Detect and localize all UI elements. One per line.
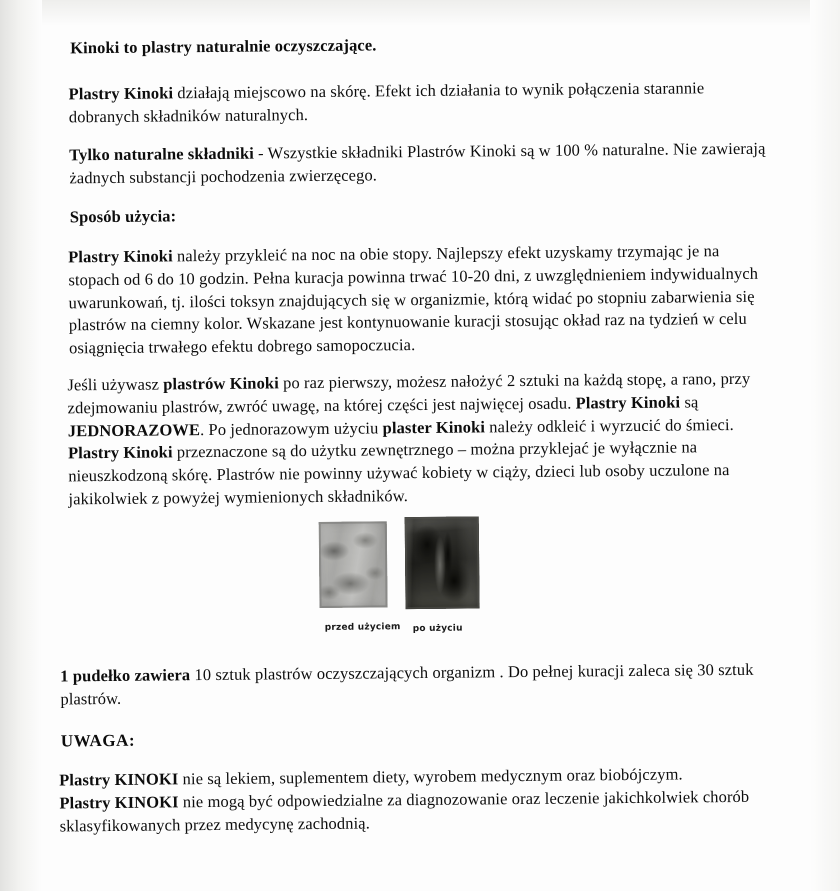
paragraph-usage-body: należy przykleić na noc na obie stopy. Najlepszy efekt uzyskamy trzymając je na stopach od 6 do 10 godzin. Pełna kuracja powinna trwać 10-20 dni, z uwzględnieniem indywidualnych uwarunkowań, tj. ilości toksyn znajdujących się w organizmie, którą widać po stopniu zabarwienia się plastrów na ciemny kolor. Wskazane jest kontynuowanie kuracji stosując okład raz na tydzień w celu osiągnięcia trwałego efektu dobrego samopoczucia.	[68, 241, 759, 358]
text-run-1: plastrów Kinoki	[163, 373, 279, 394]
text-run-2: po raz pierwszy, możesz nałożyć 2 sztuki na każdą stopę, a rano, przy zdejmowaniu plastrów, zwróć uwagę, na której części jest najwięcej osadu.	[67, 368, 751, 418]
text-run-10: przeznaczone są do użytku zewnętrznego – można przyklejać je wyłącznie na nieuszkodzoną skórę. Plastrów nie powinny używać kobiety w ciąży, dzieci lub osoby uczulone na jakikolwiek z powyżej wymienionych składników.	[68, 437, 730, 509]
paragraph-first-use	[67, 368, 770, 511]
paragraph-warning	[59, 763, 760, 838]
paragraph-natural-lead: Tylko naturalne składniki	[69, 143, 254, 165]
photo-patch-after	[405, 516, 480, 609]
text-run-3: Plastry KINOKI	[59, 792, 179, 813]
paragraph-usage	[68, 240, 769, 361]
paragraph-box-body: 10 sztuk plastrów oczyszczających organizm . Do pełnej kuracji zaleca się 30 sztuk plastrów.	[60, 659, 754, 709]
paragraph-intro-lead: Plastry Kinoki	[68, 83, 174, 104]
paragraph-natural-body: - Wszystkie składniki Plastrów Kinoki są w 100 % naturalne. Nie zawierają żadnych substancji pochodzenia zwierzęcego.	[69, 138, 766, 188]
text-run-7: plaster Kinoki	[382, 416, 486, 437]
text-run-8: należy odkleić i wyrzucić do śmieci.	[484, 414, 734, 436]
text-run-6: . Po jednorazowym użyciu	[199, 417, 383, 439]
text-run-5: JEDNORAZOWE	[67, 419, 201, 440]
heading-usage: Sposób użycia:	[69, 206, 177, 227]
figure-after	[405, 516, 480, 609]
text-run-9: Plastry Kinoki	[67, 442, 173, 463]
paragraph-intro-body: działają miejscowo na skórę. Efekt ich działania to wynik połączenia starannie dobranych składników naturalnych.	[68, 78, 705, 127]
caption-before: przed użyciem	[324, 622, 401, 633]
paragraph-box-lead: 1 pudełko zawiera	[60, 665, 191, 686]
caption-after: po użyciu	[412, 623, 463, 635]
photo-patch-before	[319, 521, 388, 608]
text-run-0: Plastry KINOKI	[59, 769, 179, 790]
document-heading: Kinoki to plastry naturalnie oczyszczające.	[70, 35, 377, 58]
paragraph-natural-ingredients	[69, 138, 769, 190]
text-run-1: nie są lekiem, suplementem diety, wyrobem medycznym oraz biobójczym.	[178, 764, 683, 789]
paragraph-intro	[69, 77, 759, 129]
product-figures	[319, 520, 520, 640]
figure-before	[319, 521, 388, 608]
text-run-3: Plastry Kinoki	[575, 392, 681, 413]
text-run-4: nie mogą być odpowiedzialne za diagnozowanie oraz leczenie jakichkolwiek chorób sklasyfikowanych przez medycynę zachodnią.	[59, 786, 750, 836]
paragraph-usage-lead: Plastry Kinoki	[68, 246, 173, 267]
paragraph-box-contents	[60, 659, 760, 711]
text-run-4: są	[680, 392, 699, 412]
text-run-0: Jeśli używasz	[67, 374, 164, 395]
heading-warning: UWAGA:	[60, 730, 136, 751]
